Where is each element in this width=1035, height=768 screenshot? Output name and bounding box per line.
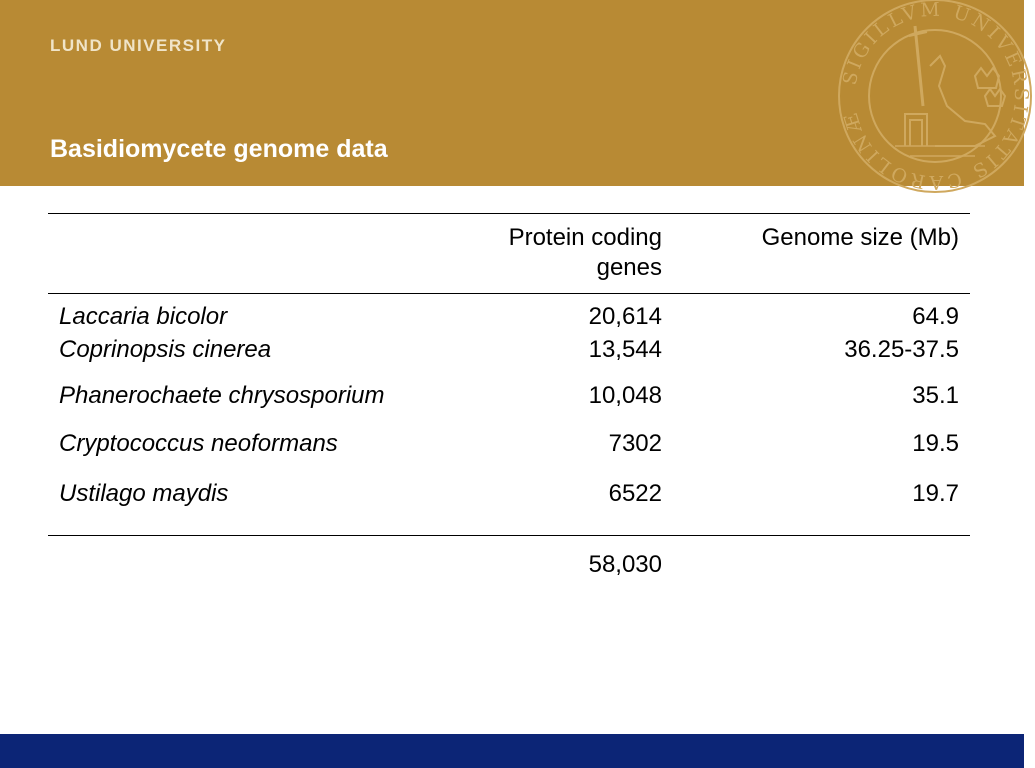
- table-row: [48, 382, 970, 430]
- table-total-row: [48, 536, 970, 580]
- protein-coding-genes: 7302: [608, 429, 662, 457]
- species-name: Coprinopsis cinerea: [59, 335, 272, 363]
- table-row: [48, 430, 970, 480]
- genome-size: 36.25-37.5: [844, 335, 959, 363]
- protein-coding-genes: 6522: [608, 479, 662, 507]
- species-name: Cryptococcus neoformans: [59, 429, 338, 457]
- svg-text:SIGILLVM UNIVERSITATIS CAROLIN: SIGILLVM UNIVERSITATIS CAROLINÆ: [838, 0, 1033, 194]
- slide-title: Basidiomycete genome data: [50, 135, 388, 163]
- table-header-row: [48, 214, 970, 294]
- protein-coding-genes: 13,544: [588, 335, 662, 363]
- species-name: Phanerochaete chrysosporium: [59, 381, 385, 409]
- header-protein-coding-line1: Protein coding: [508, 224, 662, 251]
- total-protein-coding-genes: 58,030: [588, 551, 662, 578]
- university-name: LUND UNIVERSITY: [50, 36, 227, 55]
- table-row: [48, 336, 970, 382]
- genome-size: 19.5: [912, 429, 959, 457]
- genome-size: 64.9: [912, 303, 959, 330]
- total-size-cell: [673, 536, 970, 580]
- species-name: Ustilago maydis: [59, 479, 229, 507]
- lund-university-seal-icon: [835, 0, 1035, 196]
- header-species: [48, 214, 443, 294]
- table-row: [48, 294, 970, 336]
- header-genome-size: Genome size (Mb): [761, 224, 959, 251]
- genome-data-table-container: [48, 213, 970, 579]
- total-label-cell: [48, 536, 443, 580]
- genome-size: 35.1: [912, 381, 959, 409]
- genome-data-table: [48, 213, 970, 579]
- header-protein-coding-line2: genes: [596, 254, 662, 281]
- genome-size: 19.7: [912, 479, 959, 507]
- protein-coding-genes: 20,614: [588, 303, 662, 330]
- slide-header: [0, 0, 1033, 194]
- footer-bar: [0, 734, 1024, 768]
- species-name: Laccaria bicolor: [59, 303, 228, 330]
- header-protein-coding-genes: [443, 214, 673, 294]
- protein-coding-genes: 10,048: [588, 381, 662, 409]
- table-row: [48, 480, 970, 536]
